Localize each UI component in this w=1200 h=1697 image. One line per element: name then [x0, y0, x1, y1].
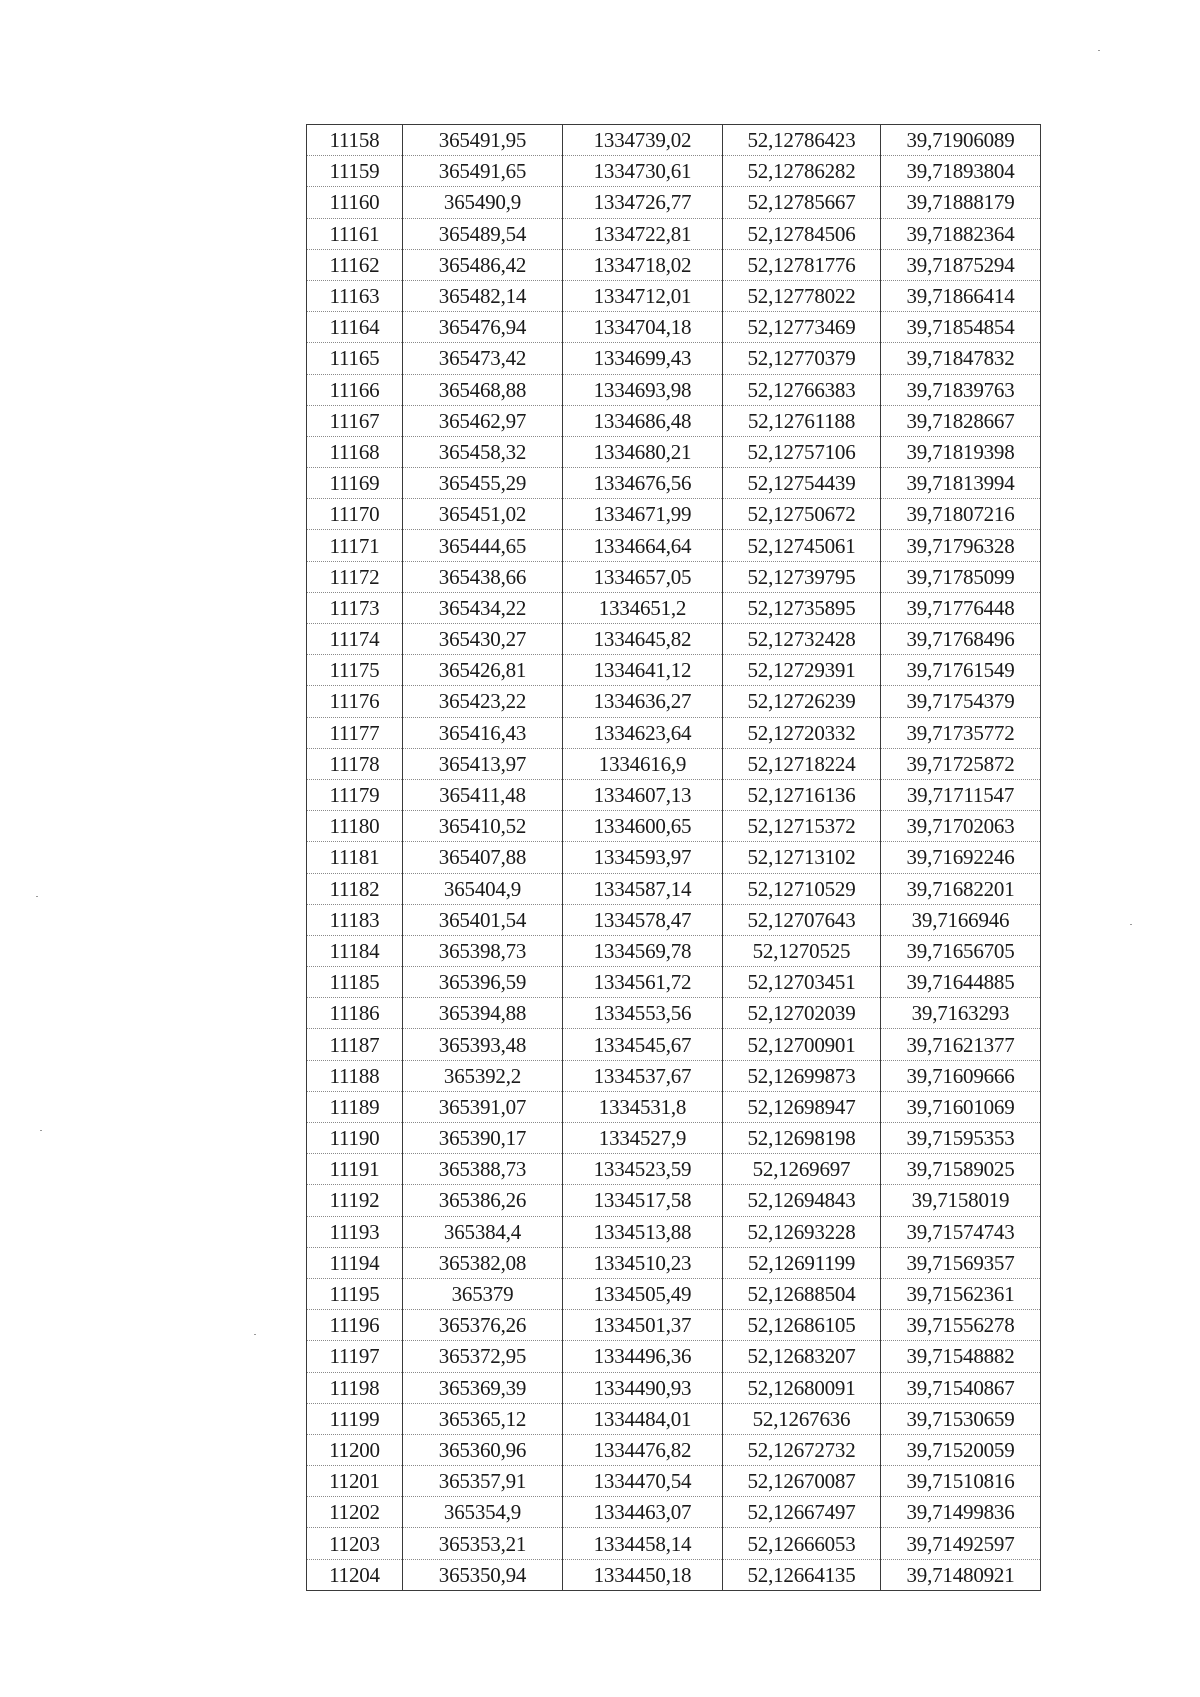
- point-number-cell: 11183: [307, 904, 403, 935]
- x-coordinate-cell: 365491,65: [403, 156, 563, 187]
- latitude-cell: 52,12700901: [723, 1029, 881, 1060]
- y-coordinate-cell: 1334463,07: [563, 1497, 723, 1528]
- point-number-cell: 11196: [307, 1310, 403, 1341]
- table-row: [307, 468, 1041, 499]
- x-coordinate-cell: 365392,2: [403, 1060, 563, 1091]
- longitude-cell: 39,71761549: [881, 655, 1041, 686]
- y-coordinate-cell: 1334704,18: [563, 312, 723, 343]
- y-coordinate-cell: 1334545,67: [563, 1029, 723, 1060]
- point-number-cell: 11202: [307, 1497, 403, 1528]
- latitude-cell: 52,12766383: [723, 374, 881, 405]
- x-coordinate-cell: 365401,54: [403, 904, 563, 935]
- y-coordinate-cell: 1334616,9: [563, 748, 723, 779]
- point-number-cell: 11167: [307, 405, 403, 436]
- point-number-cell: 11190: [307, 1123, 403, 1154]
- point-number-cell: 11191: [307, 1154, 403, 1185]
- y-coordinate-cell: 1334523,59: [563, 1154, 723, 1185]
- point-number-cell: 11180: [307, 811, 403, 842]
- longitude-cell: 39,71807216: [881, 499, 1041, 530]
- longitude-cell: 39,71754379: [881, 686, 1041, 717]
- y-coordinate-cell: 1334490,93: [563, 1372, 723, 1403]
- x-coordinate-cell: 365372,95: [403, 1341, 563, 1372]
- y-coordinate-cell: 1334686,48: [563, 405, 723, 436]
- point-number-cell: 11159: [307, 156, 403, 187]
- longitude-cell: 39,71499836: [881, 1497, 1041, 1528]
- longitude-cell: 39,71595353: [881, 1123, 1041, 1154]
- longitude-cell: 39,71656705: [881, 935, 1041, 966]
- table-row: [307, 530, 1041, 561]
- y-coordinate-cell: 1334476,82: [563, 1434, 723, 1465]
- latitude-cell: 52,12729391: [723, 655, 881, 686]
- longitude-cell: 39,71589025: [881, 1154, 1041, 1185]
- latitude-cell: 52,12667497: [723, 1497, 881, 1528]
- longitude-cell: 39,7166946: [881, 904, 1041, 935]
- y-coordinate-cell: 1334600,65: [563, 811, 723, 842]
- y-coordinate-cell: 1334587,14: [563, 873, 723, 904]
- table-row: [307, 748, 1041, 779]
- point-number-cell: 11160: [307, 187, 403, 218]
- latitude-cell: 52,12691199: [723, 1247, 881, 1278]
- y-coordinate-cell: 1334699,43: [563, 343, 723, 374]
- latitude-cell: 52,12707643: [723, 904, 881, 935]
- latitude-cell: 52,12698198: [723, 1123, 881, 1154]
- longitude-cell: 39,71813994: [881, 468, 1041, 499]
- latitude-cell: 52,12726239: [723, 686, 881, 717]
- longitude-cell: 39,71480921: [881, 1559, 1041, 1590]
- table-row: [307, 904, 1041, 935]
- table-row: [307, 1341, 1041, 1372]
- point-number-cell: 11163: [307, 280, 403, 311]
- latitude-cell: 52,12683207: [723, 1341, 881, 1372]
- table-row: [307, 686, 1041, 717]
- longitude-cell: 39,71711547: [881, 779, 1041, 810]
- latitude-cell: 52,12786423: [723, 125, 881, 156]
- longitude-cell: 39,71828667: [881, 405, 1041, 436]
- x-coordinate-cell: 365491,95: [403, 125, 563, 156]
- y-coordinate-cell: 1334722,81: [563, 218, 723, 249]
- x-coordinate-cell: 365390,17: [403, 1123, 563, 1154]
- latitude-cell: 52,12784506: [723, 218, 881, 249]
- y-coordinate-cell: 1334484,01: [563, 1403, 723, 1434]
- longitude-cell: 39,71893804: [881, 156, 1041, 187]
- latitude-cell: 52,12680091: [723, 1372, 881, 1403]
- longitude-cell: 39,71906089: [881, 125, 1041, 156]
- point-number-cell: 11172: [307, 561, 403, 592]
- x-coordinate-cell: 365382,08: [403, 1247, 563, 1278]
- scan-speck: [254, 1334, 256, 1335]
- longitude-cell: 39,71702063: [881, 811, 1041, 842]
- longitude-cell: 39,71540867: [881, 1372, 1041, 1403]
- latitude-cell: 52,12773469: [723, 312, 881, 343]
- table-row: [307, 1029, 1041, 1060]
- latitude-cell: 52,12785667: [723, 187, 881, 218]
- point-number-cell: 11197: [307, 1341, 403, 1372]
- table-row: [307, 436, 1041, 467]
- y-coordinate-cell: 1334730,61: [563, 156, 723, 187]
- x-coordinate-cell: 365489,54: [403, 218, 563, 249]
- y-coordinate-cell: 1334517,58: [563, 1185, 723, 1216]
- x-coordinate-cell: 365360,96: [403, 1434, 563, 1465]
- x-coordinate-cell: 365396,59: [403, 967, 563, 998]
- longitude-cell: 39,71601069: [881, 1091, 1041, 1122]
- longitude-cell: 39,71574743: [881, 1216, 1041, 1247]
- point-number-cell: 11174: [307, 624, 403, 655]
- coordinates-table-body: [307, 125, 1041, 1591]
- latitude-cell: 52,12778022: [723, 280, 881, 311]
- point-number-cell: 11178: [307, 748, 403, 779]
- longitude-cell: 39,71785099: [881, 561, 1041, 592]
- latitude-cell: 52,1270525: [723, 935, 881, 966]
- x-coordinate-cell: 365376,26: [403, 1310, 563, 1341]
- y-coordinate-cell: 1334450,18: [563, 1559, 723, 1590]
- latitude-cell: 52,12693228: [723, 1216, 881, 1247]
- y-coordinate-cell: 1334470,54: [563, 1466, 723, 1497]
- table-row: [307, 1466, 1041, 1497]
- point-number-cell: 11166: [307, 374, 403, 405]
- longitude-cell: 39,7163293: [881, 998, 1041, 1029]
- longitude-cell: 39,71548882: [881, 1341, 1041, 1372]
- x-coordinate-cell: 365353,21: [403, 1528, 563, 1559]
- table-row: [307, 1434, 1041, 1465]
- latitude-cell: 52,12735895: [723, 592, 881, 623]
- point-number-cell: 11185: [307, 967, 403, 998]
- y-coordinate-cell: 1334671,99: [563, 499, 723, 530]
- point-number-cell: 11176: [307, 686, 403, 717]
- latitude-cell: 52,12750672: [723, 499, 881, 530]
- y-coordinate-cell: 1334726,77: [563, 187, 723, 218]
- point-number-cell: 11177: [307, 717, 403, 748]
- latitude-cell: 52,1267636: [723, 1403, 881, 1434]
- y-coordinate-cell: 1334712,01: [563, 280, 723, 311]
- point-number-cell: 11188: [307, 1060, 403, 1091]
- y-coordinate-cell: 1334645,82: [563, 624, 723, 655]
- point-number-cell: 11189: [307, 1091, 403, 1122]
- table-row: [307, 1154, 1041, 1185]
- table-row: [307, 592, 1041, 623]
- y-coordinate-cell: 1334553,56: [563, 998, 723, 1029]
- x-coordinate-cell: 365391,07: [403, 1091, 563, 1122]
- latitude-cell: 52,12739795: [723, 561, 881, 592]
- point-number-cell: 11165: [307, 343, 403, 374]
- latitude-cell: 52,12761188: [723, 405, 881, 436]
- table-row: [307, 779, 1041, 810]
- x-coordinate-cell: 365413,97: [403, 748, 563, 779]
- y-coordinate-cell: 1334664,64: [563, 530, 723, 561]
- longitude-cell: 39,71562361: [881, 1278, 1041, 1309]
- y-coordinate-cell: 1334680,21: [563, 436, 723, 467]
- table-row: [307, 717, 1041, 748]
- x-coordinate-cell: 365411,48: [403, 779, 563, 810]
- longitude-cell: 39,71520059: [881, 1434, 1041, 1465]
- table-row: [307, 1403, 1041, 1434]
- y-coordinate-cell: 1334593,97: [563, 842, 723, 873]
- x-coordinate-cell: 365426,81: [403, 655, 563, 686]
- x-coordinate-cell: 365410,52: [403, 811, 563, 842]
- x-coordinate-cell: 365438,66: [403, 561, 563, 592]
- x-coordinate-cell: 365357,91: [403, 1466, 563, 1497]
- table-row: [307, 405, 1041, 436]
- latitude-cell: 52,12786282: [723, 156, 881, 187]
- y-coordinate-cell: 1334718,02: [563, 249, 723, 280]
- point-number-cell: 11195: [307, 1278, 403, 1309]
- x-coordinate-cell: 365394,88: [403, 998, 563, 1029]
- table-row: [307, 1372, 1041, 1403]
- latitude-cell: 52,12754439: [723, 468, 881, 499]
- latitude-cell: 52,12703451: [723, 967, 881, 998]
- longitude-cell: 39,71796328: [881, 530, 1041, 561]
- table-row: [307, 1559, 1041, 1590]
- scan-speck: [1098, 50, 1100, 51]
- latitude-cell: 52,12699873: [723, 1060, 881, 1091]
- point-number-cell: 11162: [307, 249, 403, 280]
- longitude-cell: 39,71492597: [881, 1528, 1041, 1559]
- longitude-cell: 39,71768496: [881, 624, 1041, 655]
- point-number-cell: 11199: [307, 1403, 403, 1434]
- latitude-cell: 52,12716136: [723, 779, 881, 810]
- longitude-cell: 39,71847832: [881, 343, 1041, 374]
- x-coordinate-cell: 365354,9: [403, 1497, 563, 1528]
- table-row: [307, 998, 1041, 1029]
- longitude-cell: 39,71644885: [881, 967, 1041, 998]
- point-number-cell: 11164: [307, 312, 403, 343]
- longitude-cell: 39,71839763: [881, 374, 1041, 405]
- y-coordinate-cell: 1334527,9: [563, 1123, 723, 1154]
- scan-speck: [36, 896, 38, 897]
- y-coordinate-cell: 1334641,12: [563, 655, 723, 686]
- x-coordinate-cell: 365365,12: [403, 1403, 563, 1434]
- table-row: [307, 561, 1041, 592]
- point-number-cell: 11161: [307, 218, 403, 249]
- x-coordinate-cell: 365393,48: [403, 1029, 563, 1060]
- x-coordinate-cell: 365462,97: [403, 405, 563, 436]
- point-number-cell: 11173: [307, 592, 403, 623]
- latitude-cell: 52,12694843: [723, 1185, 881, 1216]
- table-row: [307, 1310, 1041, 1341]
- point-number-cell: 11169: [307, 468, 403, 499]
- y-coordinate-cell: 1334458,14: [563, 1528, 723, 1559]
- table-row: [307, 1497, 1041, 1528]
- x-coordinate-cell: 365384,4: [403, 1216, 563, 1247]
- y-coordinate-cell: 1334676,56: [563, 468, 723, 499]
- point-number-cell: 11184: [307, 935, 403, 966]
- latitude-cell: 52,12757106: [723, 436, 881, 467]
- y-coordinate-cell: 1334693,98: [563, 374, 723, 405]
- latitude-cell: 52,12670087: [723, 1466, 881, 1497]
- longitude-cell: 39,71725872: [881, 748, 1041, 779]
- table-row: [307, 655, 1041, 686]
- table-row: [307, 343, 1041, 374]
- latitude-cell: 52,12732428: [723, 624, 881, 655]
- point-number-cell: 11198: [307, 1372, 403, 1403]
- point-number-cell: 11175: [307, 655, 403, 686]
- latitude-cell: 52,12688504: [723, 1278, 881, 1309]
- latitude-cell: 52,12672732: [723, 1434, 881, 1465]
- longitude-cell: 39,71569357: [881, 1247, 1041, 1278]
- coordinates-table: [306, 124, 1041, 1591]
- x-coordinate-cell: 365350,94: [403, 1559, 563, 1590]
- y-coordinate-cell: 1334651,2: [563, 592, 723, 623]
- y-coordinate-cell: 1334607,13: [563, 779, 723, 810]
- point-number-cell: 11158: [307, 125, 403, 156]
- point-number-cell: 11192: [307, 1185, 403, 1216]
- point-number-cell: 11186: [307, 998, 403, 1029]
- x-coordinate-cell: 365476,94: [403, 312, 563, 343]
- longitude-cell: 39,71888179: [881, 187, 1041, 218]
- y-coordinate-cell: 1334657,05: [563, 561, 723, 592]
- latitude-cell: 52,12745061: [723, 530, 881, 561]
- longitude-cell: 39,71530659: [881, 1403, 1041, 1434]
- longitude-cell: 39,71882364: [881, 218, 1041, 249]
- point-number-cell: 11203: [307, 1528, 403, 1559]
- table-row: [307, 374, 1041, 405]
- point-number-cell: 11200: [307, 1434, 403, 1465]
- table-row: [307, 187, 1041, 218]
- table-row: [307, 1060, 1041, 1091]
- x-coordinate-cell: 365416,43: [403, 717, 563, 748]
- scan-speck: [40, 1130, 42, 1131]
- latitude-cell: 52,12686105: [723, 1310, 881, 1341]
- y-coordinate-cell: 1334505,49: [563, 1278, 723, 1309]
- longitude-cell: 39,71735772: [881, 717, 1041, 748]
- latitude-cell: 52,12720332: [723, 717, 881, 748]
- longitude-cell: 39,71621377: [881, 1029, 1041, 1060]
- table-row: [307, 1185, 1041, 1216]
- y-coordinate-cell: 1334623,64: [563, 717, 723, 748]
- point-number-cell: 11204: [307, 1559, 403, 1590]
- table-row: [307, 499, 1041, 530]
- longitude-cell: 39,71510816: [881, 1466, 1041, 1497]
- longitude-cell: 39,71866414: [881, 280, 1041, 311]
- table-row: [307, 842, 1041, 873]
- table-row: [307, 218, 1041, 249]
- table-row: [307, 624, 1041, 655]
- table-row: [307, 312, 1041, 343]
- y-coordinate-cell: 1334739,02: [563, 125, 723, 156]
- table-row: [307, 280, 1041, 311]
- table-row: [307, 1123, 1041, 1154]
- table-row: [307, 1278, 1041, 1309]
- x-coordinate-cell: 365468,88: [403, 374, 563, 405]
- point-number-cell: 11182: [307, 873, 403, 904]
- table-row: [307, 1528, 1041, 1559]
- x-coordinate-cell: 365430,27: [403, 624, 563, 655]
- y-coordinate-cell: 1334501,37: [563, 1310, 723, 1341]
- table-row: [307, 811, 1041, 842]
- table-row: [307, 967, 1041, 998]
- point-number-cell: 11170: [307, 499, 403, 530]
- x-coordinate-cell: 365369,39: [403, 1372, 563, 1403]
- y-coordinate-cell: 1334561,72: [563, 967, 723, 998]
- table-row: [307, 935, 1041, 966]
- y-coordinate-cell: 1334513,88: [563, 1216, 723, 1247]
- latitude-cell: 52,12713102: [723, 842, 881, 873]
- latitude-cell: 52,12710529: [723, 873, 881, 904]
- longitude-cell: 39,7158019: [881, 1185, 1041, 1216]
- x-coordinate-cell: 365482,14: [403, 280, 563, 311]
- x-coordinate-cell: 365386,26: [403, 1185, 563, 1216]
- latitude-cell: 52,12718224: [723, 748, 881, 779]
- table-row: [307, 125, 1041, 156]
- y-coordinate-cell: 1334578,47: [563, 904, 723, 935]
- point-number-cell: 11171: [307, 530, 403, 561]
- longitude-cell: 39,71776448: [881, 592, 1041, 623]
- longitude-cell: 39,71556278: [881, 1310, 1041, 1341]
- point-number-cell: 11179: [307, 779, 403, 810]
- table-row: [307, 249, 1041, 280]
- y-coordinate-cell: 1334510,23: [563, 1247, 723, 1278]
- latitude-cell: 52,12781776: [723, 249, 881, 280]
- x-coordinate-cell: 365444,65: [403, 530, 563, 561]
- x-coordinate-cell: 365455,29: [403, 468, 563, 499]
- x-coordinate-cell: 365404,9: [403, 873, 563, 904]
- x-coordinate-cell: 365423,22: [403, 686, 563, 717]
- x-coordinate-cell: 365379: [403, 1278, 563, 1309]
- x-coordinate-cell: 365458,32: [403, 436, 563, 467]
- table-row: [307, 873, 1041, 904]
- latitude-cell: 52,1269697: [723, 1154, 881, 1185]
- x-coordinate-cell: 365434,22: [403, 592, 563, 623]
- latitude-cell: 52,12664135: [723, 1559, 881, 1590]
- y-coordinate-cell: 1334569,78: [563, 935, 723, 966]
- x-coordinate-cell: 365451,02: [403, 499, 563, 530]
- latitude-cell: 52,12702039: [723, 998, 881, 1029]
- point-number-cell: 11201: [307, 1466, 403, 1497]
- x-coordinate-cell: 365486,42: [403, 249, 563, 280]
- x-coordinate-cell: 365473,42: [403, 343, 563, 374]
- latitude-cell: 52,12666053: [723, 1528, 881, 1559]
- longitude-cell: 39,71692246: [881, 842, 1041, 873]
- y-coordinate-cell: 1334531,8: [563, 1091, 723, 1122]
- table-row: [307, 156, 1041, 187]
- point-number-cell: 11193: [307, 1216, 403, 1247]
- scan-speck: [1130, 924, 1132, 925]
- longitude-cell: 39,71682201: [881, 873, 1041, 904]
- y-coordinate-cell: 1334537,67: [563, 1060, 723, 1091]
- point-number-cell: 11168: [307, 436, 403, 467]
- latitude-cell: 52,12698947: [723, 1091, 881, 1122]
- point-number-cell: 11181: [307, 842, 403, 873]
- longitude-cell: 39,71819398: [881, 436, 1041, 467]
- table-row: [307, 1216, 1041, 1247]
- y-coordinate-cell: 1334636,27: [563, 686, 723, 717]
- latitude-cell: 52,12770379: [723, 343, 881, 374]
- longitude-cell: 39,71609666: [881, 1060, 1041, 1091]
- latitude-cell: 52,12715372: [723, 811, 881, 842]
- point-number-cell: 11187: [307, 1029, 403, 1060]
- x-coordinate-cell: 365398,73: [403, 935, 563, 966]
- point-number-cell: 11194: [307, 1247, 403, 1278]
- longitude-cell: 39,71854854: [881, 312, 1041, 343]
- y-coordinate-cell: 1334496,36: [563, 1341, 723, 1372]
- x-coordinate-cell: 365490,9: [403, 187, 563, 218]
- table-row: [307, 1247, 1041, 1278]
- table-row: [307, 1091, 1041, 1122]
- longitude-cell: 39,71875294: [881, 249, 1041, 280]
- x-coordinate-cell: 365388,73: [403, 1154, 563, 1185]
- x-coordinate-cell: 365407,88: [403, 842, 563, 873]
